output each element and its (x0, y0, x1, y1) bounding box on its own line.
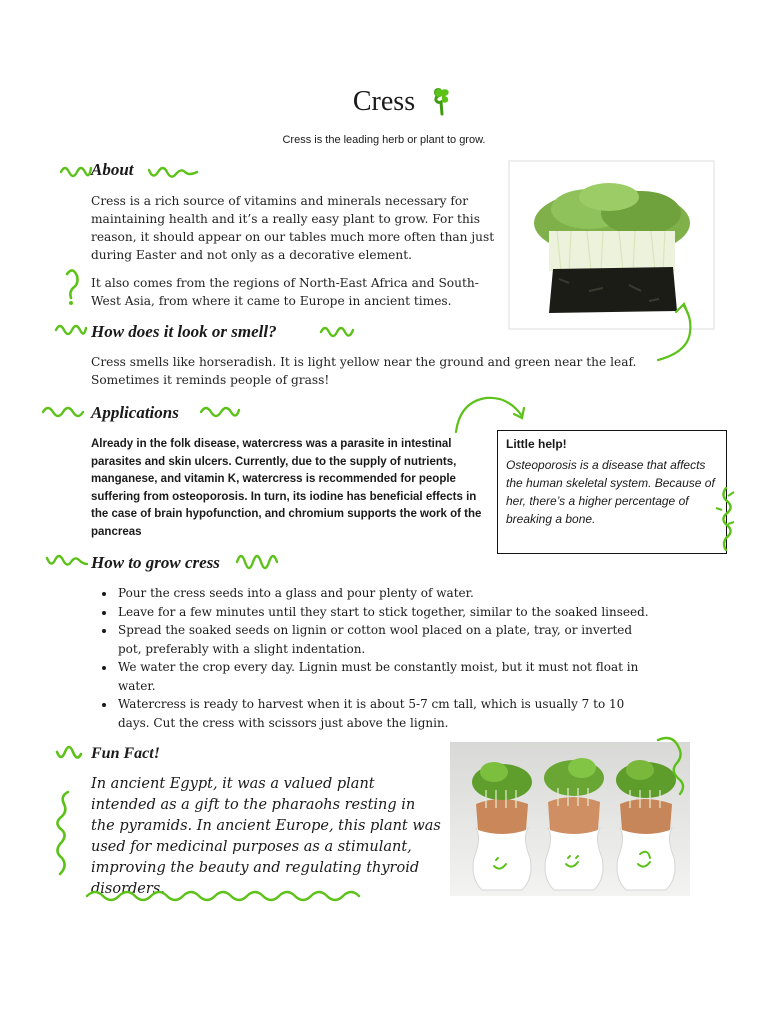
question-squiggle-decoration (62, 266, 82, 306)
bracket-squiggle-decoration (56, 790, 74, 886)
about-paragraph: It also comes from the regions of North-East Africa and South-West Asia, from where it came to Europe in ancient times. (91, 276, 479, 308)
vine-decoration (654, 736, 688, 796)
about-heading: About (91, 160, 134, 179)
grow-heading: How to grow cress (91, 553, 220, 572)
vine-decoration (714, 486, 738, 554)
squiggle-decoration (148, 166, 200, 180)
underline-squiggle-decoration (86, 888, 366, 904)
squiggle-decoration (56, 746, 86, 760)
look-heading: How does it look or smell? (91, 322, 277, 341)
squiggle-decoration (200, 404, 240, 418)
list-item: • Watercress is ready to harvest when it is about 5-7 cm tall, which is usually 7 to 10 days. Cut the cress with scissors just above the lignin. (116, 695, 648, 732)
page-title: Cress (352, 86, 416, 117)
about-paragraph: Cress is a rich source of vitamins and minerals necessary for maintaining health and it’s a really easy plant to grow. For this reason, it should appear on our tables much more often than just during Easter and not only as a decorative element. (91, 194, 495, 262)
applications-heading: Applications (91, 403, 179, 422)
grow-steps-container (70, 584, 690, 732)
fun-fact-heading: Fun Fact! (91, 745, 160, 762)
list-item: • We water the crop every day. Lignin must be constantly moist, but it must not float in water. (116, 658, 648, 695)
squiggle-decoration (60, 164, 90, 176)
applications-paragraph: Already in the folk disease, watercress was a parasite in intestinal parasites and skin ulcers. Currently, due to the supply of nutrients, manganese, and vitamin K, watercress is recommended for people suffering from osteoporosis. In turn, its iodine has beneficial effects in the case of brain hypofunction, and chromium supports the work of the pancreas (91, 438, 482, 538)
page-title-row (0, 86, 768, 118)
egg-cup-middle (544, 758, 604, 890)
squiggle-decoration (236, 552, 286, 568)
egg-cup-left (472, 762, 532, 890)
little-help-text: Osteoporosis is a disease that affects the human skeletal system. Because of her, there’s a higher percentage of breaking a bone. (506, 458, 715, 526)
list-item: • Spread the soaked seeds on lignin or cotton wool placed on a plate, tray, or inverted pot, preferably with a slight indentation. (116, 621, 648, 658)
page-subtitle: Cress is the leading herb or plant to grow. (282, 134, 486, 146)
little-help-title: Little help! (506, 437, 567, 451)
little-help-box (497, 430, 727, 554)
grow-steps-list (70, 584, 690, 732)
squiggle-decoration (42, 404, 90, 418)
cress-leaf-icon (432, 86, 454, 116)
squiggle-decoration (320, 326, 354, 338)
list-item: • Pour the cress seeds into a glass and pour plenty of water. (116, 584, 690, 603)
look-paragraph: Cress smells like horseradish. It is light yellow near the ground and green near the leaf. Sometimes it reminds people of grass! (91, 355, 637, 387)
list-item: • Leave for a few minutes until they start to stick together, similar to the soaked linseed. (116, 603, 690, 622)
squiggle-decoration (55, 322, 87, 334)
squiggle-decoration (46, 554, 88, 568)
fun-fact-paragraph: In ancient Egypt, it was a valued plant intended as a gift to the pharaohs resting in the pyramids. In ancient Europe, this plant was used for medicinal purposes as a stimulant, improving the beauty and regulating thyroid disorders. (91, 776, 441, 897)
